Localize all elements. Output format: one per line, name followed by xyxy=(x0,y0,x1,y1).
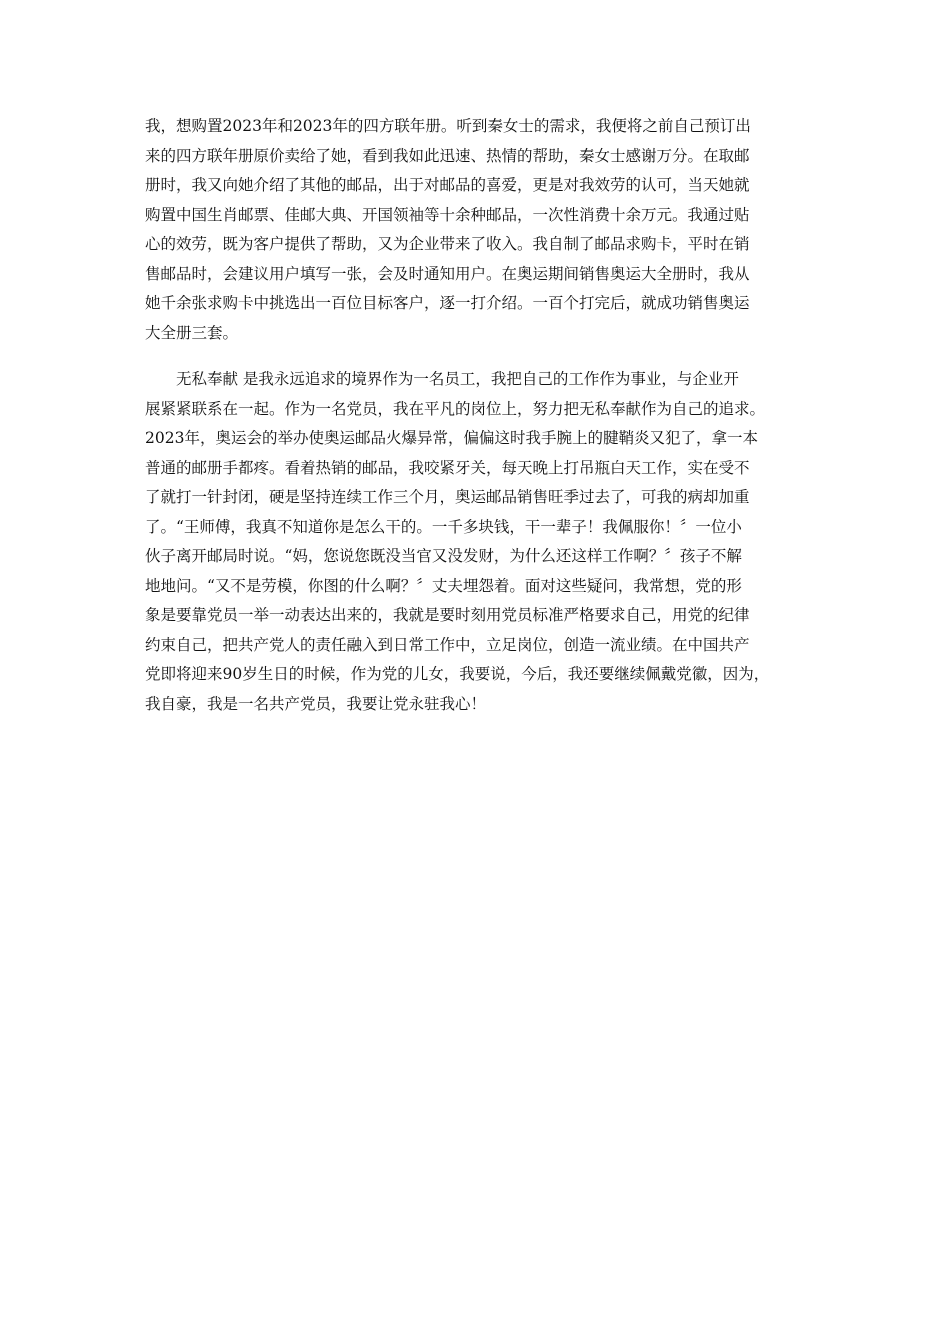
paragraph-line: 来的四方联年册原价卖给了她，看到我如此迅速、热情的帮助，秦女士感谢万分。在取邮 xyxy=(145,146,750,165)
paragraph-line: 象是要靠党员一举一动表达出来的，我就是要时刻用党员标准严格要求自己，用党的纪律 xyxy=(145,606,750,624)
paragraph-2 xyxy=(145,365,815,719)
paragraph-line: 册时，我又向她介绍了其他的邮品，出于对邮品的喜爱，更是对我效劳的认可，当天她就 xyxy=(145,176,750,194)
paragraph-line: 无私奉献 是我永远追求的境界作为一名员工，我把自己的工作作为事业，与企业开 xyxy=(145,370,739,388)
paragraph-line: 了。“王师傅，我真不知道你是怎么干的。一千多块钱，干一辈子！我佩服你！〞一位小 xyxy=(145,517,742,536)
paragraph-line: 心的效劳，既为客户提供了帮助，又为企业带来了收入。我自制了邮品求购卡，平时在销 xyxy=(145,235,750,253)
paragraph-line: 了就打一针封闭，硬是坚持连续工作三个月，奥运邮品销售旺季过去了，可我的病却加重 xyxy=(145,488,750,506)
paragraph-line: 大全册三套。 xyxy=(145,323,239,342)
paragraph-line: 她千余张求购卡中挑选出一百位目标客户，逐一打介绍。一百个打完后，就成功销售奥运 xyxy=(145,294,750,312)
paragraph-line: 展紧紧联系在一起。作为一名党员，我在平凡的岗位上，努力把无私奉献作为自己的追求。 xyxy=(145,399,766,418)
paragraph-1 xyxy=(145,112,815,348)
paragraph-line: 我，想购置2023年和2023年的四方联年册。听到秦女士的需求，我便将之前自己预订出 xyxy=(145,117,751,135)
paragraph-line: 普通的邮册手都疼。看着热销的邮品，我咬紧牙关，每天晚上打吊瓶白天工作，实在受不 xyxy=(145,458,750,477)
paragraph-line: 地地问。“又不是劳模，你图的什么啊？〞丈夫埋怨着。面对这些疑问，我常想，党的形 xyxy=(145,576,742,595)
paragraph-line: 党即将迎来90岁生日的时候，作为党的儿女，我要说，今后，我还要继续佩戴党徽，因为， xyxy=(145,665,770,683)
paragraph-line: 售邮品时，会建议用户填写一张，会及时通知用户。在奥运期间销售奥运大全册时，我从 xyxy=(145,264,750,283)
paragraph-line: 购置中国生肖邮票、佳邮大典、开国领袖等十余种邮品，一次性消费十余万元。我通过贴 xyxy=(145,205,750,224)
paragraph-line: 2023年，奥运会的举办使奥运邮品火爆异常，偏偏这时我手腕上的腱鞘炎又犯了，拿一本 xyxy=(145,429,758,447)
paragraph-line: 我自豪，我是一名共产党员，我要让党永驻我心！ xyxy=(145,694,487,713)
paragraph-line: 伙子离开邮局时说。“妈，您说您既没当官又没发财，为什么还这样工作啊？〞孩子不解 xyxy=(145,547,742,565)
document-body xyxy=(145,112,815,719)
paragraph-line: 约束自己，把共产党人的责任融入到日常工作中，立足岗位，创造一流业绩。在中国共产 xyxy=(145,635,750,654)
